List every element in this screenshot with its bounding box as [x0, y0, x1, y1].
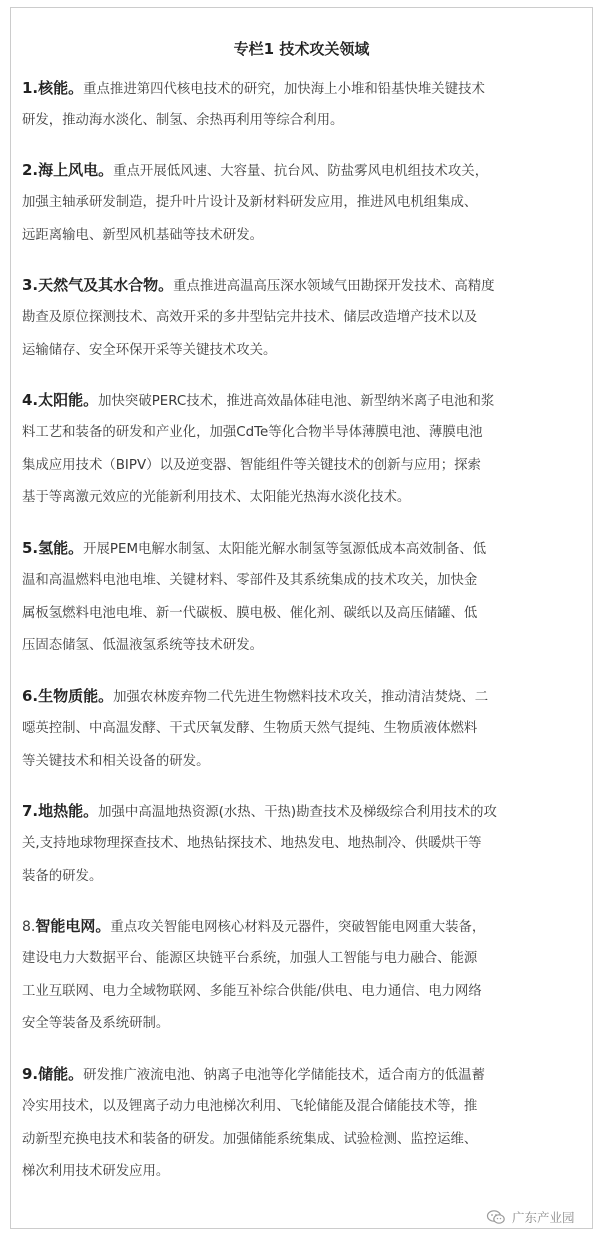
section-line [22, 828, 588, 861]
section-heading-text: 天然气及其水合物。 [38, 276, 174, 294]
section-heading [22, 802, 98, 820]
section-heading [22, 161, 113, 179]
section-line [22, 154, 588, 187]
section-text: 料工艺和装备的研发和产业化，加强CdTe等化合物半导体薄膜电池、薄膜电池 [22, 424, 483, 440]
section-1 [22, 72, 588, 138]
section-line [22, 943, 588, 976]
section-text: 研发推广液流电池、钠离子电池等化学储能技术，适合南方的低温蓄 [83, 1068, 485, 1083]
section-number: 2. [22, 161, 39, 179]
section-text: 装备的研发。 [22, 868, 103, 884]
section-line [22, 1156, 588, 1189]
section-heading-text: 太阳能。 [38, 391, 99, 409]
tech-column-panel [10, 7, 593, 1229]
section-text: 等关键技术和相关设备的研发。 [22, 753, 210, 769]
section-text: 勘查及原位探测技术、高效开采的多井型钻完井技术、储层改造增产技术以及 [22, 309, 478, 325]
section-line [22, 482, 588, 515]
section-3 [22, 269, 588, 367]
section-line [22, 187, 588, 220]
section-2 [22, 154, 588, 252]
section-8 [22, 910, 588, 1041]
section-text: 属板氢燃料电池电堆、新一代碳板、膜电极、催化剂、碳纸以及高压储罐、低 [22, 605, 478, 621]
section-text: 重点攻关智能电网核心材料及元器件，突破智能电网重大装备， [110, 920, 486, 935]
section-text: 建设电力大数据平台、能源区块链平台系统，加强人工智能与电力融合、能源 [22, 950, 478, 966]
section-heading-text: 核能。 [38, 79, 84, 97]
section-text: 加强农林废弃物二代先进生物燃料技术攻关，推动清洁焚烧、二 [113, 690, 489, 705]
section-heading-text: 地热能。 [38, 802, 99, 820]
section-number: 1. [22, 79, 39, 97]
section-heading [22, 79, 83, 97]
section-4 [22, 384, 588, 515]
section-heading [22, 1065, 83, 1083]
section-text: 重点推进高温高压深水领域气田勘探开发技术、高精度 [173, 279, 495, 294]
section-line [22, 713, 588, 746]
section-text: 加快突破PERC技术，推进高效晶体硅电池、新型纳米离子电池和浆 [98, 394, 495, 409]
section-line [22, 532, 588, 565]
section-text: 关,支持地球物理探查技术、地热钻探技术、地热发电、地热制冷、供暖烘干等 [22, 835, 482, 851]
section-heading-text: 氢能。 [38, 539, 84, 557]
section-text: 加强中高温地热资源(水热、干热)勘查技术及梯级综合利用技术的攻 [98, 805, 497, 820]
section-text: 动新型充换电技术和装备的研发。加强储能系统集成、试验检测、监控运维、 [22, 1131, 478, 1147]
section-7 [22, 795, 588, 893]
section-text: 工业互联网、电力全域物联网、多能互补综合供能/供电、电力通信、电力网络 [22, 983, 482, 999]
section-heading-text: 智能电网。 [35, 917, 111, 935]
section-heading [22, 539, 83, 557]
section-line [22, 598, 588, 631]
section-number: 7. [22, 802, 39, 820]
section-text: 远距离输电、新型风机基础等技术研发。 [22, 227, 264, 243]
section-number: 5. [22, 539, 39, 557]
section-line [22, 105, 588, 138]
section-heading [22, 917, 110, 935]
section-heading [22, 687, 113, 705]
section-line [22, 1124, 588, 1157]
section-number: 3. [22, 276, 39, 294]
section-number: 8. [22, 919, 36, 935]
section-number: 4. [22, 391, 39, 409]
section-number: 9. [22, 1065, 39, 1083]
section-heading [22, 391, 98, 409]
section-text: 安全等装备及系统研制。 [22, 1016, 170, 1032]
section-heading-text: 生物质能。 [38, 687, 114, 705]
wechat-icon [486, 1209, 506, 1225]
section-text: 冷实用技术，以及锂离子动力电池梯次利用、飞轮储能及混合储能技术等，推 [22, 1098, 478, 1114]
section-line [22, 417, 588, 450]
section-line [22, 630, 588, 663]
section-text: 研发，推动海水淡化、制氢、余热再利用等综合利用。 [22, 112, 344, 128]
section-line [22, 1091, 588, 1124]
section-text: 梯次利用技术研发应用。 [22, 1164, 170, 1180]
section-line [22, 976, 588, 1009]
section-text: 重点开展低风速、大容量、抗台风、防盐雾风电机组技术攻关， [113, 164, 489, 179]
section-line [22, 72, 588, 105]
section-number: 6. [22, 687, 39, 705]
watermark-text: 广东产业园 [512, 1210, 575, 1225]
section-line [22, 384, 588, 417]
section-5 [22, 532, 588, 663]
section-text: 重点推进第四代核电技术的研究，加快海上小堆和铅基快堆关键技术 [83, 82, 485, 97]
section-line [22, 746, 588, 779]
section-text: 温和高温燃料电池电堆、关键材料、零部件及其系统集成的技术攻关，加快金 [22, 572, 478, 588]
section-text: 加强主轴承研发制造，提升叶片设计及新材料研发应用，推进风电机组集成、 [22, 194, 478, 210]
watermark [486, 1207, 575, 1227]
section-line [22, 910, 588, 943]
section-text: 运输储存、安全环保开采等关键技术攻关。 [22, 342, 277, 358]
section-line [22, 335, 588, 368]
section-line [22, 861, 588, 894]
section-text: 开展PEM电解水制氢、太阳能光解水制氢等氢源低成本高效制备、低 [83, 542, 487, 557]
panel-title: 专栏1 技术攻关领域 [233, 40, 370, 58]
section-line [22, 680, 588, 713]
section-line [22, 1058, 588, 1091]
section-line [22, 1008, 588, 1041]
section-heading-text: 海上风电。 [38, 161, 114, 179]
section-text: 基于等离激元效应的光能新利用技术、太阳能光热海水淡化技术。 [22, 490, 411, 506]
section-heading [22, 276, 173, 294]
section-line [22, 565, 588, 598]
section-text: 压固态储氢、低温液氢系统等技术研发。 [22, 638, 264, 654]
section-9 [22, 1058, 588, 1189]
section-line [22, 450, 588, 483]
section-line [22, 220, 588, 253]
section-text: 集成应用技术（BIPV）以及逆变器、智能组件等关键技术的创新与应用；探索 [22, 457, 481, 473]
section-heading-text: 储能。 [38, 1065, 84, 1083]
section-line [22, 795, 588, 828]
section-6 [22, 680, 588, 778]
section-text: 噁英控制、中高温发酵、干式厌氧发酵、生物质天然气提纯、生物质液体燃料 [22, 720, 478, 736]
section-line [22, 269, 588, 302]
section-line [22, 302, 588, 335]
